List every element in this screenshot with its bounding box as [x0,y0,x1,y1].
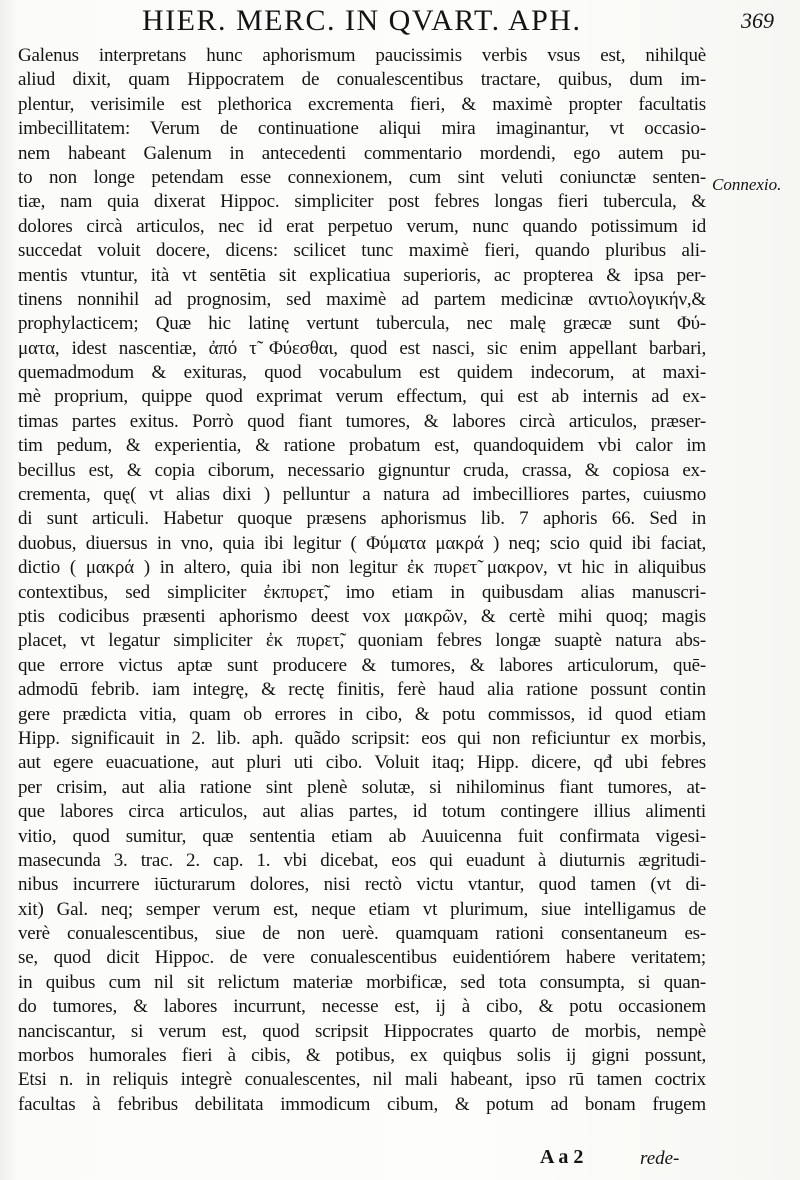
page-header [0,2,800,46]
text-line: nanciscantur, si verum est, quod scripsit Hippocrates quarto de morbis, nempè [18,1020,706,1042]
signature-mark: A a 2 [540,1146,584,1168]
text-line: in quibus cum nil sit relictum materiæ morbificæ, sed tota consumpta, si quan- [18,971,706,993]
text-line: masecunda 3. trac. 2. cap. 1. vbi dicebat, eos qui euadunt à diuturnis ægritudi- [18,849,706,871]
body-text [18,44,706,1117]
text-line: admodū febrib. iam integrę, & rectę finitis, ferè haud alia ratione possunt contin [18,679,706,701]
text-line: Etsi n. in reliquis integrè conualescentes, nil mali habeant, ipso rū tamen coctrix [18,1069,706,1091]
text-line: contextibus, sed simpliciter ἐκπυρετ̃, imo etiam in quibusdam alias manuscri- [18,581,706,603]
text-line: vitio, quod sumitur, quæ sententia etiam ab Auuicenna fuit confirmata vigesi- [18,825,706,847]
text-line: gere prædicta vitia, quam ob errores in cibo, & potu commissos, id quod etiam [18,703,706,725]
text-line: nibus incurrere iūcturarum dolores, nisi rectò victu vtantur, quod tamen (vt di- [18,874,706,896]
text-line: di sunt articuli. Habetur quoque præsens aphorismus lib. 7 aphoris 66. Sed in [18,508,706,530]
text-line: succedat voluit docere, dicens: scilicet tunc maximè fieri, quando pluribus ali- [18,240,706,262]
text-line: timas partes exitus. Porrò quod fiant tumores, & labores circà articulos, præser- [18,410,706,432]
text-line: que labores circa articulos, aut alias partes, id totum contingere illius alimenti [18,801,706,823]
text-line: dictio ( μακρά ) in altero, quia ibi non legitur ἐκ πυρετ̃ μακρον, vt hic in aliquibus [18,557,706,579]
text-line: aliud dixit, quam Hippocratem de conualescentibus tractare, quibus, dum im- [18,69,706,91]
text-line: morbos humorales fieri à cibis, & potibus, ex quiqbus solis ij gigni possunt, [18,1045,706,1067]
text-line: Hipp. significauit in 2. lib. aph. quãdo scripsit: eos qui non reficiuntur ex morbis, [18,727,706,749]
text-line: per crisim, aut alia ratione sint plenè solutæ, si nihilominus fiant tumores, at- [18,776,706,798]
text-line: Galenus interpretans hunc aphorismum paucissimis verbis vsus est, nihilquè [18,45,706,66]
text-line: ματα, idest nascentiæ, ἀπό τ̃ Φύεσθαι, quod est nasci, sic enim appellant barbari, [18,337,706,359]
margin-note: Connexio. [712,175,782,194]
page-footer [0,1146,800,1172]
text-line: tinens nonnihil ad prognosim, sed maximè ad partem medicinæ αντιολογικήν,& [18,288,706,310]
text-line: dolores circà articulos, nec id erat perpetuo verum, nunc quando potissimum id [18,215,706,237]
text-line: plentur, verisimile est plethorica excrementa fieri, & maximè propter facultatis [18,93,706,115]
text-line: prophylacticem; Quæ hic latinę vertunt tubercula, nec malę græcæ sunt Φύ- [18,313,706,335]
text-line: mè proprium, quippe quod exprimat verum effectum, qui est ab internis ad ex- [18,386,706,408]
catchword: rede- [640,1148,680,1169]
text-line: verè conualescentibus, siue de non uerè. quamquam rationi consentaneum es- [18,923,706,945]
text-line: nem habeant Galenum in antecedenti commentario mordendi, ego autem pu- [18,142,706,164]
text-line: becillus est, & copia ciborum, necessario gignuntur cruda, crassa, & copiosa ex- [18,459,706,481]
text-line: mentis vtuntur, ità vt sentētia sit explicatiua superioris, ac propterea & ipsa per- [18,264,706,286]
text-line: crementa, quę( vt alias dixi ) pelluntur a natura ad imbecilliores partes, cuiusmo [18,484,706,506]
text-line: que errore victus aptæ sunt producere & tumores, & labores articulorum, quē- [18,654,706,676]
text-line: aut egere euacuatione, aut pluri uti cibo. Voluit itaq; Hipp. dicere, qđ ubi febres [18,752,706,774]
text-line: placet, vt legatur simpliciter ἐκ πυρετ̃, quoniam febres longæ suaptè natura abs- [18,630,706,652]
text-line: facultas à febribus debilitata immodicum cibum, & potum ad bonam frugem [18,1093,706,1115]
text-line: tiæ, nam quia dixerat Hippoc. simpliciter post febres longas fieri tubercula, & [18,191,706,213]
text-line: imbecillitatem: Verum de continuatione aliqui mira imaginantur, vt occasio- [18,118,706,140]
page-number: 369 [741,8,774,33]
text-line: to non longe petendam esse connexionem, cum sint veluti coniunctæ senten- [18,166,706,188]
text-line: xit) Gal. neq; semper verum est, neque etiam vt plurimum, siue intelligamus de [18,898,706,920]
text-line: ptis codicibus præsenti aphorismo deest vox μακρῶν, & certè mihi quoq; magis [18,605,706,627]
text-line: tim pedum, & experientia, & ratione probatum est, quandoquidem vbi calor im [18,435,706,457]
text-line: do tumores, & labores incurrunt, necesse est, ij à cibo, & potu occasionem [18,996,706,1018]
text-line: se, quod dicit Hippoc. de vere conualescentibus euidentiórem habere veritatem; [18,947,706,969]
running-head: HIER. MERC. IN QVART. APH. [142,4,582,37]
text-line: duobus, diuersus in vno, quia ibi legitur ( Φύματα μακρά ) neq; scio quid ibi faciat, [18,532,706,554]
text-line: quemadmodum & exituras, quod vocabulum est quidem indecorum, at maxi- [18,362,706,384]
